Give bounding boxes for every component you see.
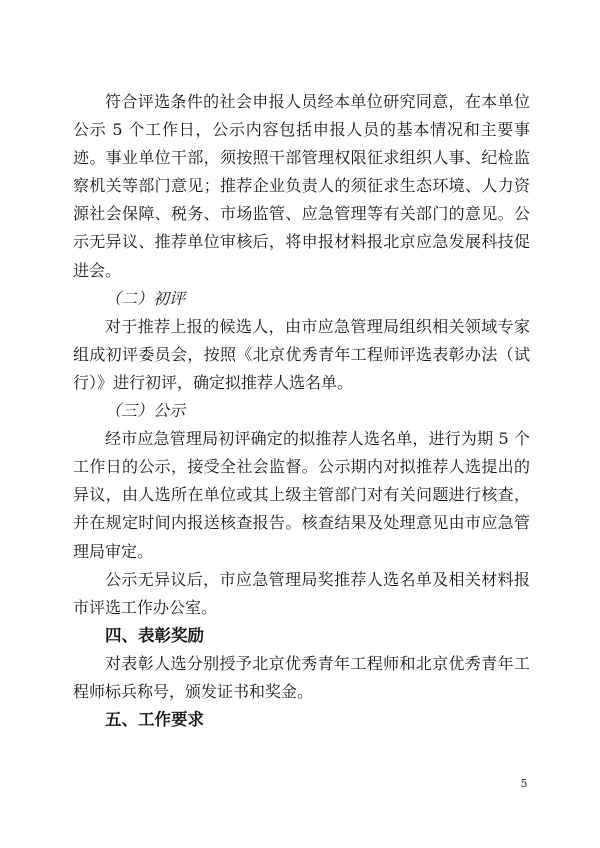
paragraph-commendation-titles: 对表彰人选分别授予北京优秀青年工程师和北京优秀青年工程师标兵称号，颁发证书和奖金。 (73, 653, 530, 701)
section-heading-work-requirements: 五、工作要求 (105, 710, 204, 730)
paragraph-unit-publicity-procedure: 符合评选条件的社会申报人员经本单位研究同意，在本单位公示 5 个工作日，公示内容包括申报人员的基本情况和主要事迹。事业单位干部，须按照干部管理权限征求组织人事、纪检监察机关等部门意见；推荐企业负责人的须征求生态环境、人力资源社会保障、税务、市场监管、应急管理等有关部门的意见。公示无异议、推荐单位审核后，将申报材料报北京应急发展科技促进会。 (73, 92, 530, 280)
paragraph-public-notice-report: 公示无异议后，市应急管理局奖推荐人选名单及相关材料报市评选工作办公室。 (73, 569, 530, 617)
paragraph-public-notice-supervision: 经市应急管理局初评确定的拟推荐人选名单，进行为期 5 个工作日的公示，接受全社会监督。公示期内对拟推荐人选提出的异议，由人选所在单位或其上级主管部门对有关问题进行核查，并在规定时间内报送核查报告。核查结果及处理意见由市应急管理局审定。 (73, 429, 530, 561)
subsection-heading-preliminary-review: （二）初评 (105, 288, 186, 308)
section-heading-commendation-rewards: 四、表彰奖励 (105, 625, 204, 645)
page-number: 5 (520, 777, 528, 790)
subsection-heading-public-notice: （三）公示 (105, 401, 186, 421)
paragraph-preliminary-review: 对于推荐上报的候选人，由市应急管理局组织相关领域专家组成初评委员会，按照《北京优秀青年工程师评选表彰办法（试行）》进行初评，确定拟推荐人选名单。 (73, 316, 530, 392)
document-body (73, 88, 530, 734)
